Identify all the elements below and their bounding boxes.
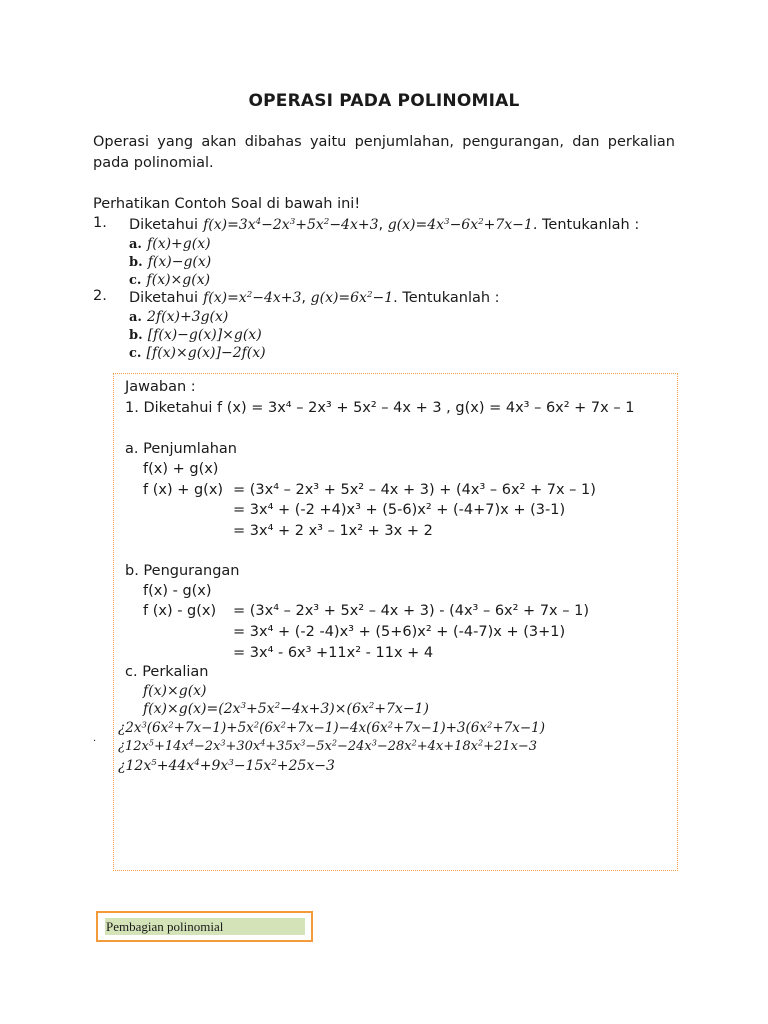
sum-step-3: = 3x⁴ + 2 x³ – 1x² + 3x + 2	[233, 523, 433, 539]
sum-lhs: f (x) + g(x)	[143, 482, 224, 498]
next-topic-box	[96, 911, 313, 942]
answer-given: 1. Diketahui f (x) = 3x⁴ – 2x³ + 5x² – 4x + 3 , g(x) = 4x³ – 6x² + 7x – 1	[125, 400, 635, 416]
problem-1-formula: $f(x)=3x^4-2x^3+5x^2-4x+3$	[203, 217, 379, 233]
problem-1-item-c: c. f(x)×g(x)	[129, 272, 211, 288]
sum-step-1: = (3x⁴ – 2x³ + 5x² – 4x + 3) + (4x³ – 6x² + 7x – 1)	[233, 482, 596, 498]
diff-step-2: = 3x⁴ + (-2 -4)x³ + (5+6)x² + (-4-7)x + (3+1)	[233, 624, 566, 640]
product-line-4: ¿$12x^5+14x^4-2x^3+30x^4+35x^3-5x^2-24x^3-28x^2+4x+18x^2+21x-3$	[118, 738, 538, 754]
sum-step-2: = 3x⁴ + (-2 +4)x³ + (5-6)x² + (-4+7)x + (3-1)	[233, 502, 566, 518]
problem-1-suffix: . Tentukanlah :	[532, 217, 640, 233]
product-heading: c. Perkalian	[125, 664, 209, 680]
sum-line0: f(x) + g(x)	[143, 461, 219, 477]
problem-1-item-b: b. f(x)−g(x)	[129, 254, 212, 270]
example-heading: Perhatikan Contoh Soal di bawah ini!	[93, 196, 361, 212]
page-title: OPERASI PADA POLINOMIAL	[248, 91, 520, 111]
problem-2-statement: Diketahui $f(x)=x^2-4x+3$, $g(x)=6x^2-1$. Tentukanlah :	[129, 290, 500, 306]
answer-heading: Jawaban :	[125, 379, 196, 395]
diff-lhs: f (x) - g(x)	[143, 603, 217, 619]
problem-2-prefix: Diketahui	[129, 290, 198, 306]
product-line-1: f(x)×g(x)	[143, 683, 207, 699]
intro-paragraph: Operasi yang akan dibahas yaitu penjumlahan, pengurangan, dan perkalian pada polinomial.	[93, 134, 675, 171]
diff-heading: b. Pengurangan	[125, 563, 240, 579]
stray-mark: .	[93, 733, 97, 744]
diff-line0: f(x) - g(x)	[143, 583, 212, 599]
diff-step-3: = 3x⁴ - 6x³ +11x² - 11x + 4	[233, 645, 434, 661]
product-line-2: $f(x)\times g(x)=(2x^3+5x^2-4x+3)\times(6x^2+7x-1)$	[143, 701, 429, 717]
sum-heading: a. Penjumlahan	[125, 441, 237, 457]
problem-1-formula-g: $g(x)=4x^3-6x^2+7x-1$	[387, 217, 533, 233]
problem-2-number: 2.	[93, 288, 107, 304]
product-line-5: ¿$12x^5+44x^4+9x^3-15x^2+25x-3$	[118, 758, 335, 774]
problem-2-formula: $f(x)=x^2-4x+3$	[203, 290, 302, 306]
next-topic-label: Pembagian polinomial	[106, 919, 224, 934]
problem-1-statement: Diketahui $f(x)=3x^4-2x^3+5x^2-4x+3$, $g(x)=4x^3-6x^2+7x-1$. Tentukanlah :	[129, 217, 640, 233]
problem-1-prefix: Diketahui	[129, 217, 198, 233]
problem-2-item-a: a. 2f(x)+3g(x)	[129, 309, 229, 325]
problem-2-item-b: b. [f(x)−g(x)]×g(x)	[129, 327, 262, 343]
diff-step-1: = (3x⁴ – 2x³ + 5x² – 4x + 3) - (4x³ – 6x² + 7x – 1)	[233, 603, 589, 619]
problem-2-item-c: c. [f(x)×g(x)]−2f(x)	[129, 345, 266, 361]
problem-1-item-a: a. f(x)+g(x)	[129, 236, 211, 252]
problem-2-formula-g: $g(x)=6x^2-1$	[310, 290, 394, 306]
product-line-3: ¿$2x^3(6x^2+7x-1)+5x^2(6x^2+7x-1)-4x(6x^2+7x-1)+3(6x^2+7x-1)$	[118, 719, 546, 736]
problem-2-suffix: . Tentukanlah :	[393, 290, 500, 306]
problem-1-number: 1.	[93, 215, 107, 231]
